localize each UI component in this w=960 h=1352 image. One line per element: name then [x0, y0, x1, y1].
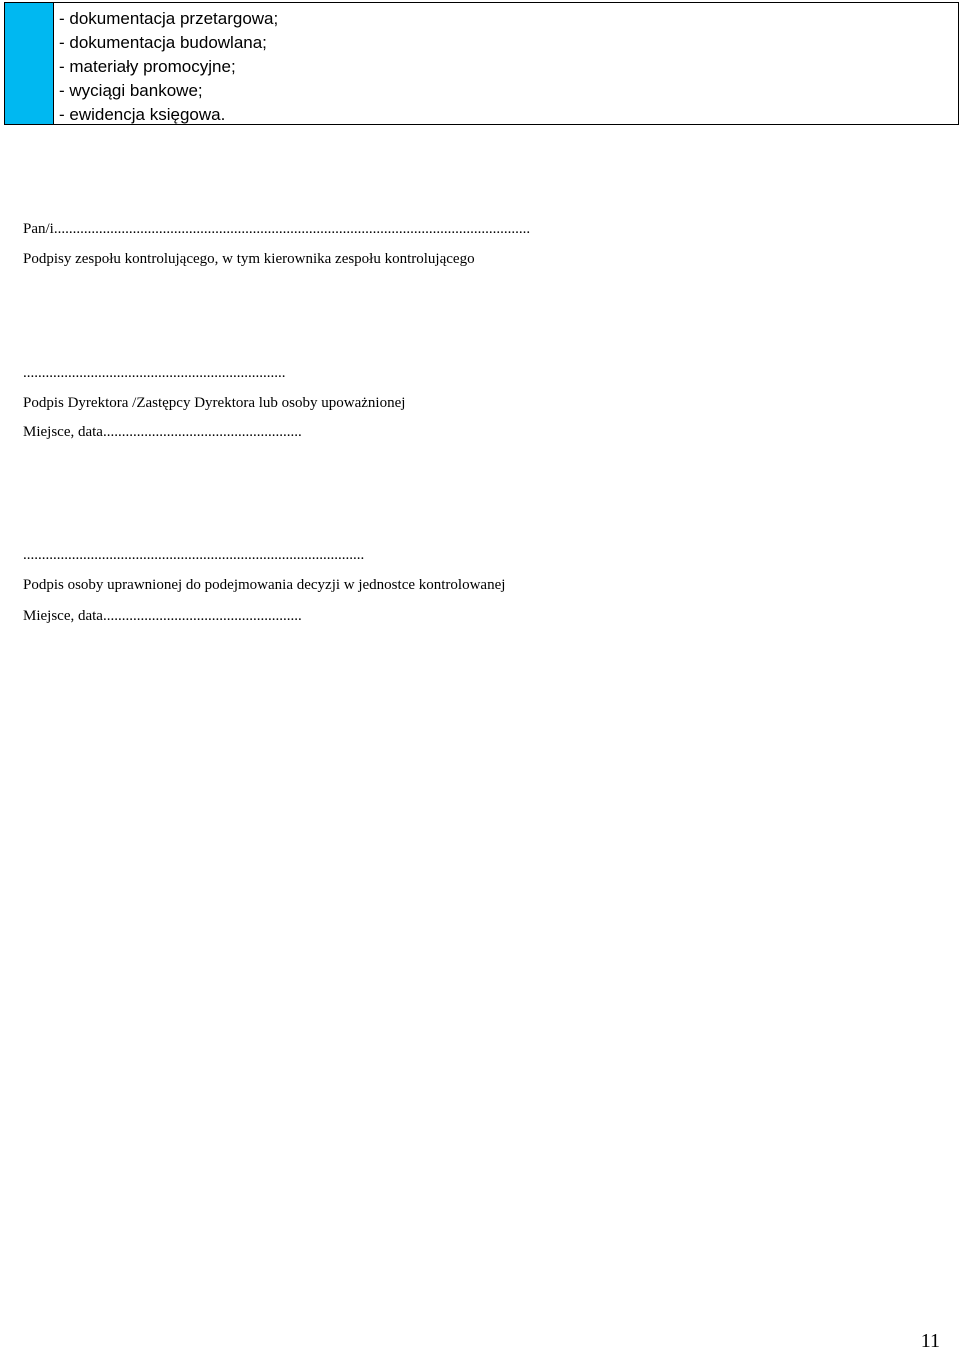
document-list-table: [4, 2, 959, 125]
authorized-signature-dots: ...........................................................................................: [23, 547, 365, 563]
list-item: - dokumentacja przetargowa;: [59, 9, 279, 28]
director-signature-caption: Podpis Dyrektora /Zastępcy Dyrektora lub osoby upoważnionej: [23, 395, 406, 411]
document-list: [59, 7, 958, 127]
authorized-signature-caption: Podpis osoby uprawnionej do podejmowania decyzji w jednostce kontrolowanej: [23, 577, 506, 593]
page-number: 11: [920, 1330, 940, 1352]
document-list-cell: [54, 3, 958, 124]
accent-cell: [5, 3, 54, 124]
list-item: - dokumentacja budowlana;: [59, 33, 267, 52]
team-name-line: Pan/i...............................................................................................................................: [23, 221, 531, 237]
team-signature-caption: Podpisy zespołu kontrolującego, w tym kierownika zespołu kontrolującego: [23, 251, 475, 267]
list-item: - materiały promocyjne;: [59, 57, 236, 76]
director-place-date: Miejsce, data.....................................................: [23, 424, 302, 440]
list-item: - wyciągi bankowe;: [59, 81, 203, 100]
director-signature-dots: ......................................................................: [23, 365, 286, 381]
authorized-place-date: Miejsce, data.....................................................: [23, 608, 302, 624]
list-item: - ewidencja księgowa.: [59, 105, 226, 124]
